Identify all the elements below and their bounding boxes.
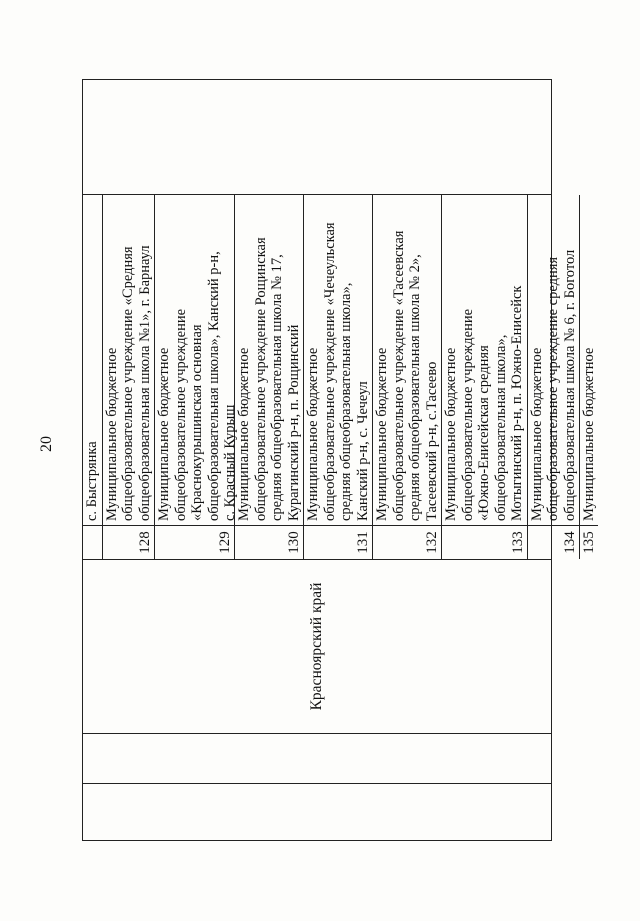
row-number: 131 — [304, 525, 372, 559]
table-rows — [83, 195, 597, 559]
row-number: 133 — [442, 525, 527, 559]
table-row — [103, 195, 156, 559]
schools-table — [82, 79, 597, 841]
school-description: Муниципальное бюджетное общеобразовательное учреждение «Тасеевская средняя общеобразовательная школа № 2», Тасеевский р-н, с.Тасеево — [374, 230, 440, 521]
table-row — [528, 195, 581, 559]
region-name: Красноярский край — [308, 582, 325, 711]
table-row — [304, 195, 373, 559]
row-number: 132 — [373, 525, 441, 559]
table-row — [442, 195, 528, 559]
table-row — [580, 195, 598, 559]
table-row — [155, 195, 238, 559]
schools-list — [83, 194, 597, 559]
school-description: Муниципальное бюджетное общеобразовательное учреждение «Средняя общеобразовательная школа №1», г. Барнаул — [103, 245, 153, 521]
school-description: Муниципальное бюджетное общеобразовательное учреждение «Чечеульская средняя общеобразовательная школа», Канский р-н, с. Чечеул — [305, 222, 371, 521]
row-number: 129 — [155, 525, 234, 559]
table-column-empty-right — [83, 80, 551, 194]
table-row — [373, 195, 442, 559]
row-number: 130 — [235, 525, 303, 559]
table-column-empty-left — [83, 783, 551, 840]
school-description: Муниципальное бюджетное общеобразовательное учреждение «Краснокурышинская основная общеобразовательная школа», Канский р-н, с. Красный Курыш — [156, 251, 238, 521]
school-description: Муниципальное бюджетное общеобразовательное учреждение Рощинская средняя общеобразовательная школа № 17, Курагинский р-н, п. Рощинский — [236, 237, 302, 521]
table-row — [235, 195, 304, 559]
school-description: с. Быстрянка — [84, 441, 100, 521]
row-number — [83, 525, 102, 559]
school-description: Муниципальное бюджетное общеобразовательное учреждение средняя общеобразовательная школа № 6, г. Боготол — [528, 249, 578, 521]
school-description: Муниципальное бюджетное общеобразовательное учреждение «Южно-Енисейская средняя общеобразовательная школа», Мотыгинский р-н, п. Южно-Енисейск — [443, 285, 525, 521]
row-number: 135 — [580, 525, 598, 559]
school-description: Муниципальное бюджетное — [581, 347, 597, 521]
page-number: 20 — [38, 436, 55, 452]
region-cell — [83, 559, 551, 733]
table-row — [83, 195, 103, 559]
table-column-empty-second — [83, 733, 551, 783]
row-number: 128 — [103, 525, 155, 559]
row-number: 134 — [528, 525, 580, 559]
